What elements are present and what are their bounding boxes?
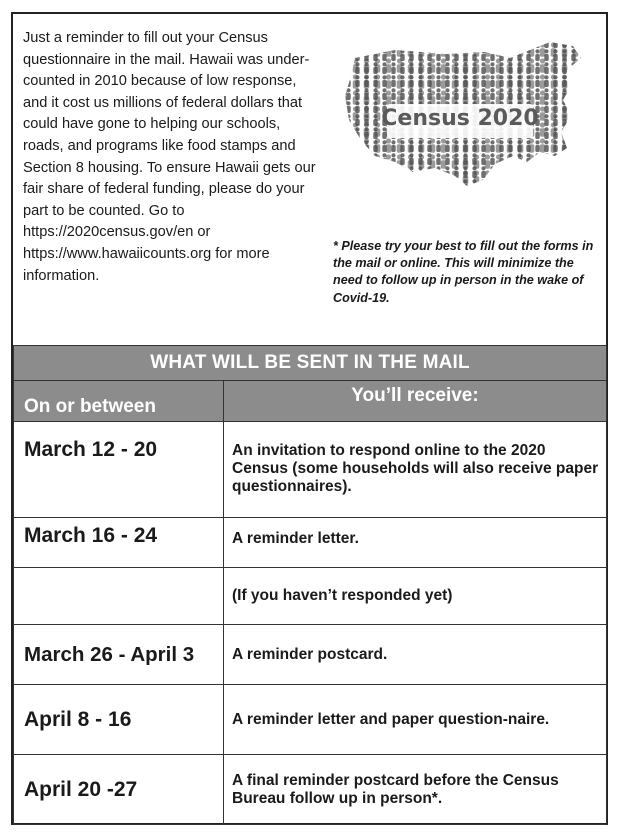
table-row bbox=[14, 625, 607, 685]
row-date: March 26 - April 3 bbox=[14, 625, 224, 685]
row-text: A final reminder postcard before the Census Bureau follow up in person*. bbox=[224, 755, 607, 825]
covid-note: * Please try your best to fill out the forms in the mail or online. This will minimize the need to follow up in person in the wake of Covid-19. bbox=[333, 239, 594, 305]
table-row bbox=[14, 518, 607, 568]
mail-schedule-table bbox=[13, 345, 607, 825]
row-text: (If you haven’t responded yet) bbox=[224, 568, 607, 625]
census-logo-text: Census 2020 bbox=[381, 106, 539, 131]
col-header-receive: You’ll receive: bbox=[224, 381, 607, 422]
table-row bbox=[14, 755, 607, 825]
table-row bbox=[14, 568, 607, 625]
row-date bbox=[14, 568, 224, 625]
flyer-frame bbox=[11, 12, 608, 825]
table-row bbox=[14, 685, 607, 755]
row-date: April 20 -27 bbox=[14, 755, 224, 825]
table-row bbox=[14, 422, 607, 518]
row-date: March 12 - 20 bbox=[14, 422, 224, 518]
table-title-row bbox=[14, 346, 607, 381]
row-date: April 8 - 16 bbox=[14, 685, 224, 755]
row-date: March 16 - 24 bbox=[14, 518, 224, 568]
intro-text bbox=[23, 28, 323, 287]
table-header-row bbox=[14, 381, 607, 422]
census-logo bbox=[335, 36, 590, 191]
row-text: A reminder letter and paper question-naire. bbox=[224, 685, 607, 755]
row-text: A reminder letter. bbox=[224, 518, 607, 568]
row-text: A reminder postcard. bbox=[224, 625, 607, 685]
table-title: WHAT WILL BE SENT IN THE MAIL bbox=[14, 346, 607, 381]
col-header-date: On or between bbox=[14, 381, 224, 422]
row-text: An invitation to respond online to the 2020 Census (some households will also receive paper questionnaires). bbox=[224, 422, 607, 518]
intro-paragraph: Just a reminder to fill out your Census questionnaire in the mail. Hawaii was under-counted in 2010 because of low response, and it cost us millions of federal dollars that could have gone to helping our schools, roads, and programs like food stamps and Section 8 housing. To ensure Hawaii gets our fair share of federal funding, please do your part to be counted. Go to https://2020census.gov/en or https://www.hawaiicounts.org for more information. bbox=[23, 30, 316, 284]
